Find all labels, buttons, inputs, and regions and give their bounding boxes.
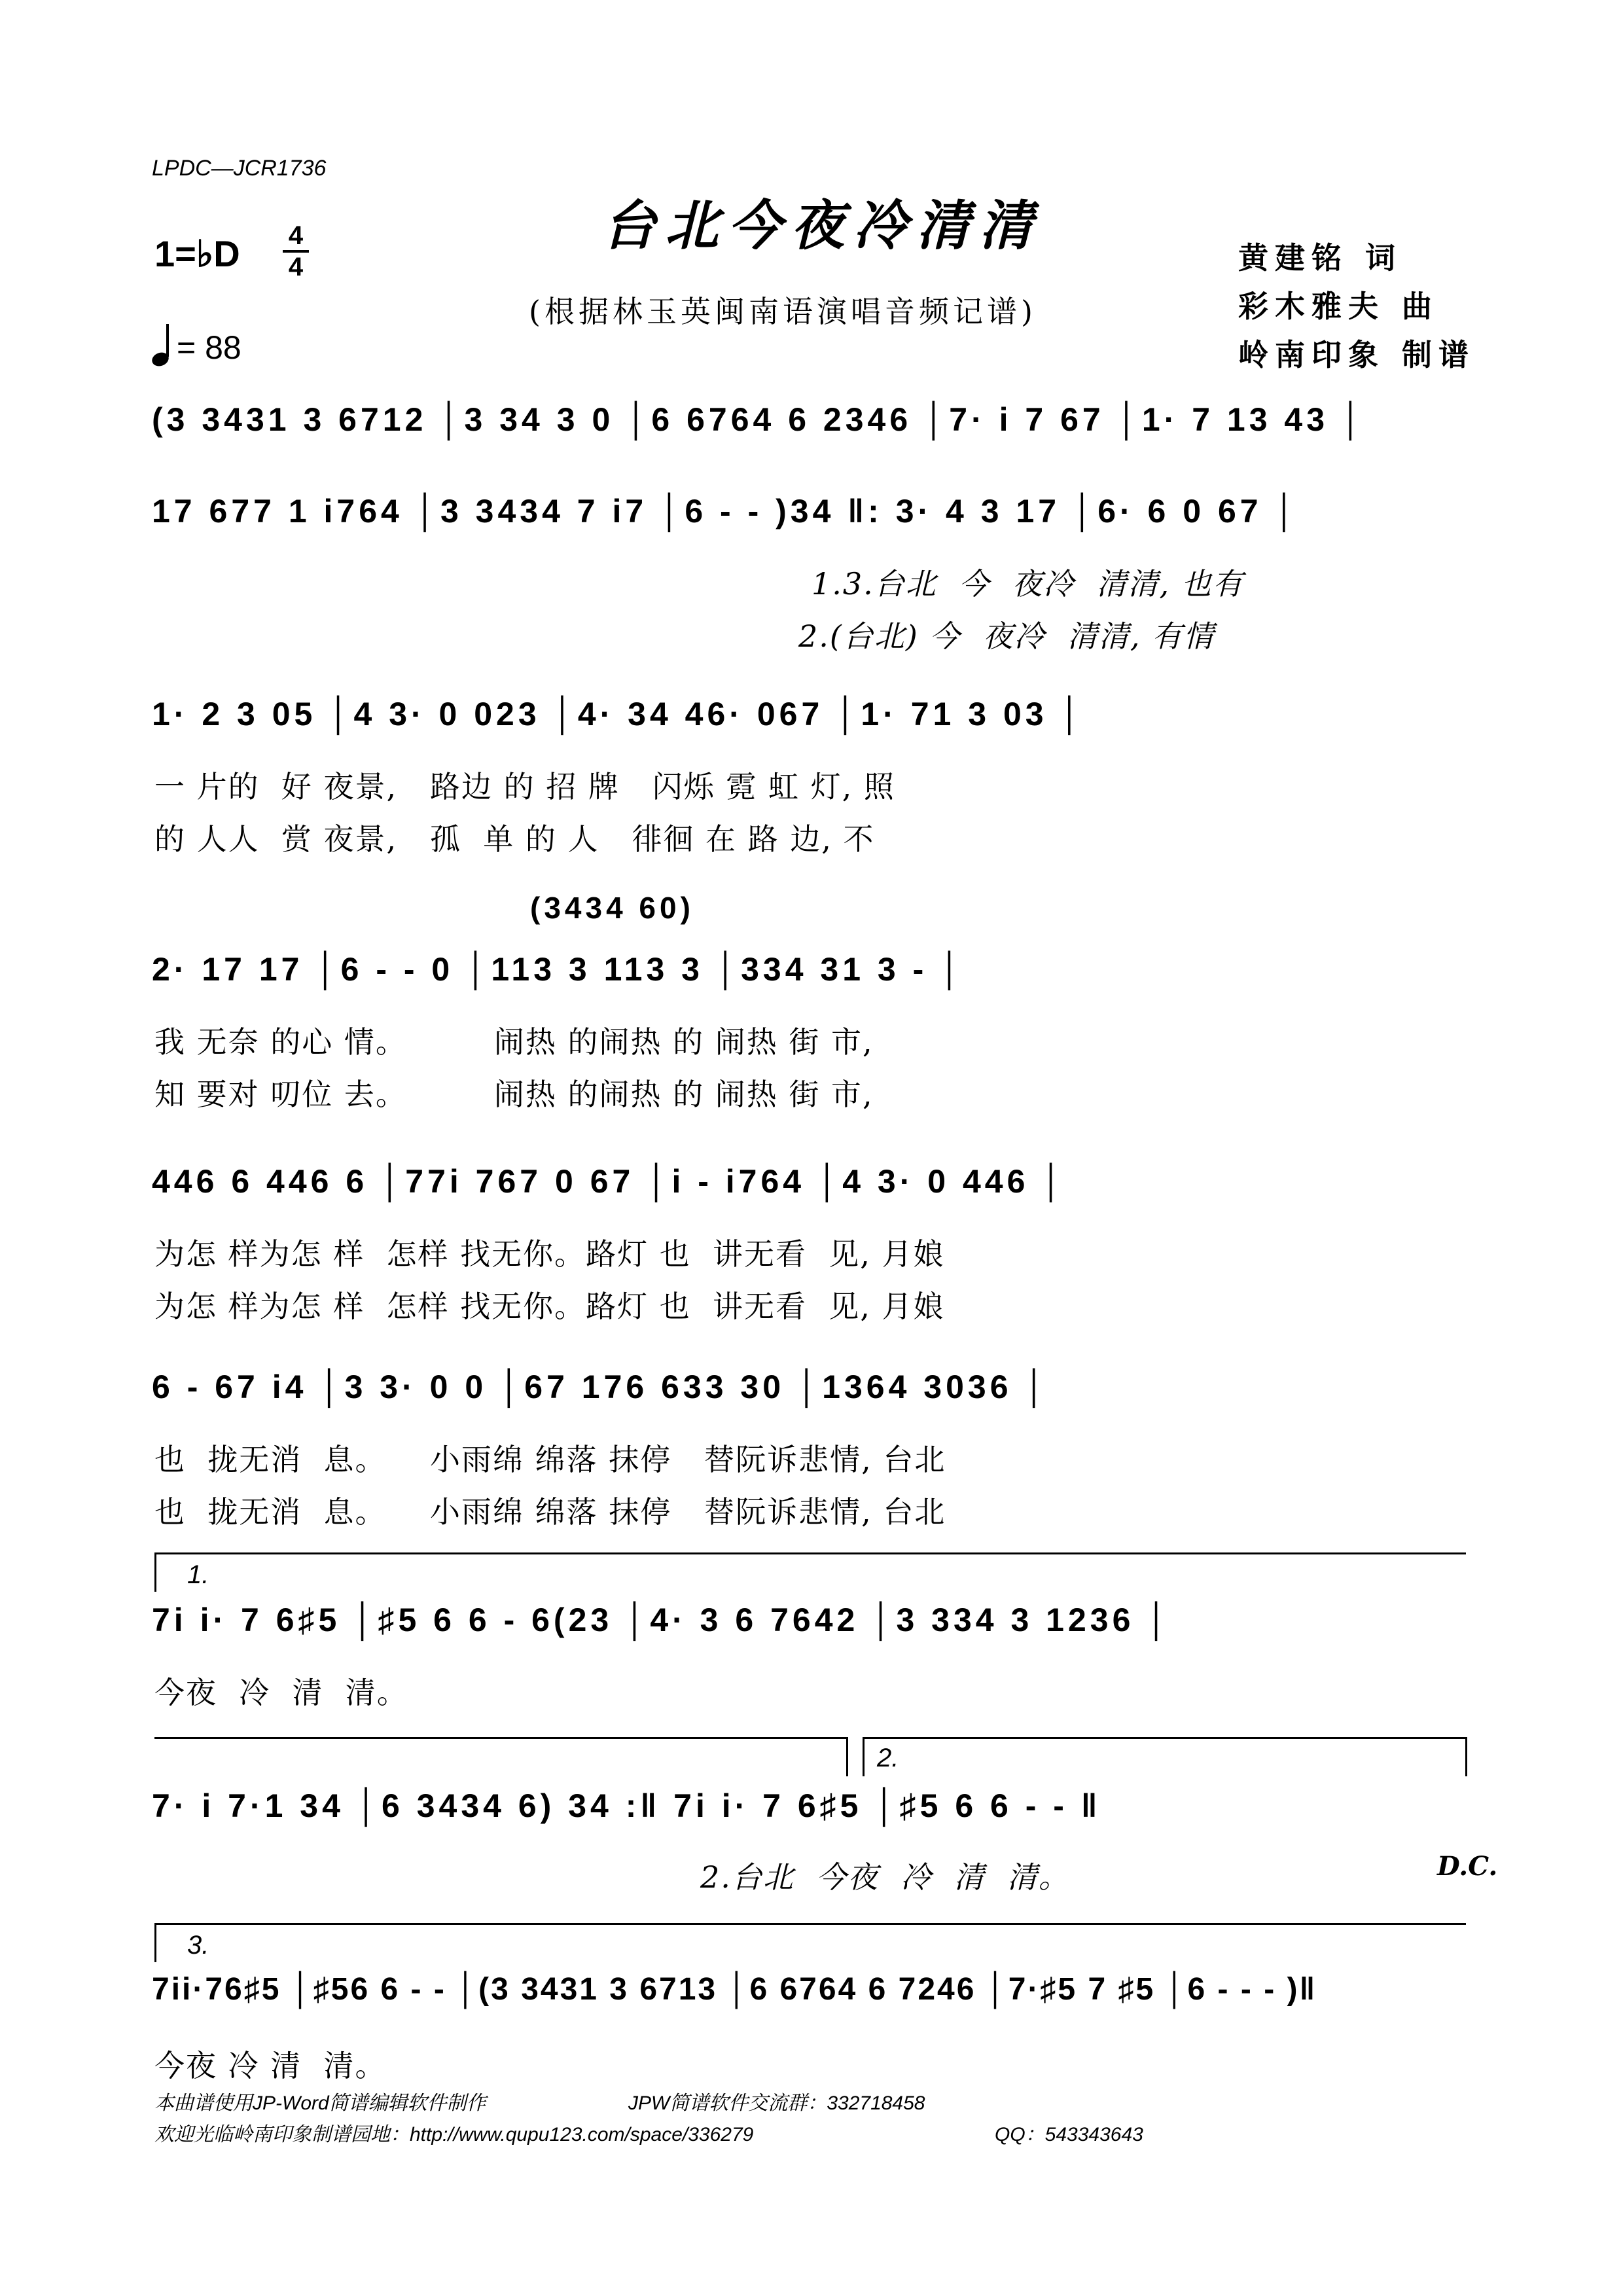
score-row-4: 2· 17 17 │6 - - 0 │113 3 113 3 │334 31 3 - │ [152, 951, 965, 988]
meter-top: 4 [288, 221, 304, 250]
engraver-credit: 岭南印象 制谱 [1238, 337, 1476, 372]
volta-3-bracket-edge [154, 1923, 156, 1962]
meter-bottom: 4 [288, 253, 304, 281]
volta-1-label: 1. [187, 1560, 209, 1589]
volta-1-end-edge [846, 1737, 848, 1776]
volta-2-bracket [863, 1737, 1467, 1739]
footer-website-link[interactable]: 欢迎光临岭南印象制谱园地：http://www.qupu123.com/space/336279 [154, 2124, 754, 2145]
lyric-text: 2.(台北) 今 夜冷 清清, 有情 [798, 619, 1215, 654]
score-row-6: 6 - 67 i4 │3 3· 0 0 │67 176 633 30 │1364 3036 │ [152, 1369, 1050, 1405]
score-row-5: 446 6 446 6 │77i 767 0 67 │i - i764 │4 3· 0 446 │ [152, 1163, 1067, 1200]
lyric-row-2-verse-1 [812, 560, 1244, 603]
footer-qq-note: QQ：543343643 [995, 2124, 1143, 2145]
lyric-row-2-verse-2 [798, 613, 1215, 656]
tempo-value: = 88 [177, 329, 241, 366]
volta-1-bracket [154, 1552, 1466, 1554]
key-signature: 1=♭D [154, 233, 240, 274]
volta-2-label: 2. [877, 1744, 899, 1772]
song-title: 台北今夜冷清清 [602, 194, 1042, 257]
lyric-row-3-verse-2: 的 人人 赏 夜景, 孤 单 的 人 徘徊 在 路 边, 不 [154, 821, 875, 857]
song-subtitle: (根据林玉英闽南语演唱音频记谱) [529, 294, 1037, 329]
lyric-row-3-verse-1: 一 片的 好 夜景, 路边 的 招 牌 闪烁 霓 虹 灯, 照 [154, 769, 895, 804]
score-row-8: 7· i 7·1 34 │6 3434 6) 34 :‖ 7i i· 7 6♯5 │♯5 6 6 - - ‖ [152, 1787, 1101, 1824]
score-row-9: 7ii·76♯5 │♯56 6 - - │(3 3431 3 6713 │6 6764 6 7246 │7·♯5 7 ♯5 │6 - - - )‖ [152, 1972, 1317, 2007]
lyric-row-5-verse-1: 为怎 样为怎 样 怎样 找无你。路灯 也 讲无看 见, 月娘 [154, 1236, 945, 1272]
score-row-4-interlude: (3434 60) [530, 891, 694, 925]
da-capo-mark: D.C. [1437, 1851, 1498, 1882]
composer-credit: 彩木雅夫 曲 [1238, 289, 1439, 324]
time-signature [283, 223, 309, 280]
lyricist-credit: 黄建铭 词 [1238, 240, 1402, 276]
lyric-row-4-verse-2: 知 要对 叨位 去。 闹热 的闹热 的 闹热 街 市, [154, 1077, 874, 1112]
volta-3-bracket [154, 1923, 1466, 1925]
footer-group-note: JPW简谱软件交流群：332718458 [628, 2092, 925, 2114]
footer-software-note: 本曲谱使用JP-Word简谱编辑软件制作 [154, 2092, 486, 2114]
lyric-row-4-verse-1: 我 无奈 的心 情。 闹热 的闹热 的 闹热 街 市, [154, 1024, 874, 1060]
lyric-row-5-verse-2: 为怎 样为怎 样 怎样 找无你。路灯 也 讲无看 见, 月娘 [154, 1289, 945, 1324]
lyric-text: 1.3.台北 今 夜冷 清清, 也有 [812, 566, 1244, 601]
score-row-3: 1· 2 3 05 │4 3· 0 023 │4· 34 46· 067 │1· 71 3 03 │ [152, 696, 1085, 732]
score-row-7: 7i i· 7 6♯5 │♯5 6 6 - 6(23 │4· 3 6 7642 │3 334 3 1236 │ [152, 1602, 1172, 1638]
volta-2-bracket-edge [863, 1737, 865, 1776]
lyric-text: 2.台北 今夜 冷 清 清。 [700, 1859, 1070, 1895]
volta-3-label: 3. [187, 1931, 209, 1960]
lyric-row-6-verse-1: 也 拢无消 息。 小雨绵 绵落 抹停 替阮诉悲情, 台北 [154, 1442, 946, 1477]
lyric-row-8 [700, 1854, 1070, 1897]
lyric-row-9: 今夜 冷 清 清。 [154, 2048, 387, 2083]
score-row-2: 17 677 1 i764 │3 3434 7 i7 │6 - - )34 ‖: 3· 4 3 17 │6· 6 0 67 │ [152, 493, 1300, 529]
score-row-1: (3 3431 3 6712 │3 34 3 0 │6 6764 6 2346 │7· i 7 67 │1· 7 13 43 │ [152, 401, 1366, 438]
lyric-row-6-verse-2: 也 拢无消 息。 小雨绵 绵落 抹停 替阮诉悲情, 台北 [154, 1494, 946, 1530]
volta-1-bracket-edge [154, 1552, 156, 1592]
volta-1-end-bracket [154, 1737, 848, 1739]
volta-2-bracket-end [1465, 1737, 1467, 1776]
lyric-row-7: 今夜 冷 清 清。 [154, 1675, 408, 1710]
score-code: LPDC—JCR1736 [152, 156, 327, 181]
